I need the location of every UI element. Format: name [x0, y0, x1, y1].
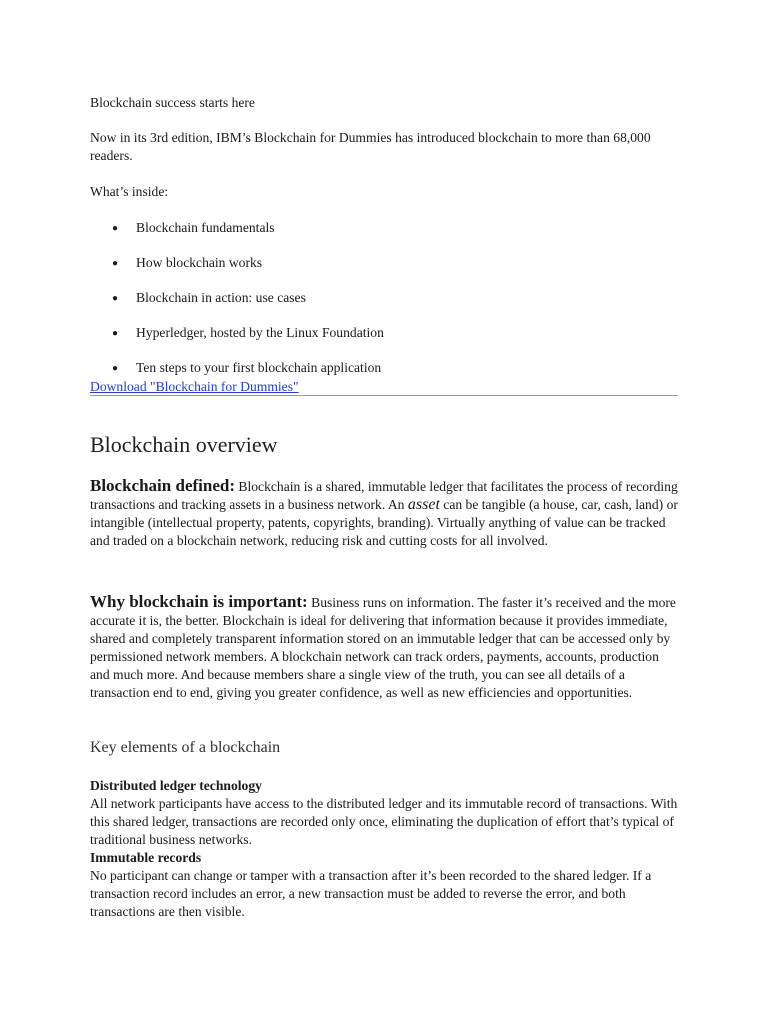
list-item: ● How blockchain works — [112, 254, 262, 273]
dlt-text: All network participants have access to the distributed ledger and its immutable record of transactions. With this shared ledger, transactions are recorded only once, eliminating the duplication of effort that’s typical of traditional business networks. — [90, 796, 678, 847]
intro-line: Blockchain success starts here — [90, 95, 255, 110]
defined-lead: Blockchain defined: — [90, 476, 235, 495]
divider — [90, 395, 678, 396]
blockchain-defined-paragraph: Blockchain defined: Blockchain is a shared, immutable ledger that facilitates the process of recording transactions and tracking assets in a business network. An asset can be tangible (a house, car, cash, land) or intangible (intellectual property, patents, copyrights, branding). Virtually anything of value can be tracked and traded on a blockchain network, reducing risk and cutting costs for all involved. — [90, 476, 678, 548]
whats-inside-label: What’s inside: — [90, 184, 169, 199]
list-item: ● Ten steps to your first blockchain application — [112, 359, 381, 378]
list-item: ● Blockchain fundamentals — [112, 219, 275, 238]
bullet-icon: ● — [112, 293, 119, 304]
bullet-icon: ● — [112, 328, 119, 339]
bullet-icon: ● — [112, 258, 119, 269]
immutable-text: No participant can change or tamper with a transaction after it’s been recorded to the shared ledger. If a transaction record includes an error, a new transaction must be added to reverse the error, and both transactions are then visible. — [90, 868, 652, 919]
dlt-heading: Distributed ledger technology — [90, 778, 262, 793]
list-item: ● Blockchain in action: use cases — [112, 289, 306, 308]
why-important-paragraph: Why blockchain is important: Business runs on information. The faster it’s received and the more accurate it is, the better. Blockchain is ideal for delivering that information because it provides immediate, shared and completely transparent information stored on an immutable ledger that can be accessed only by permissioned network members. A blockchain network can track orders, payments, accounts, production and much more. And because members share a single view of the truth, you can see all details of a transaction end to end, giving you greater confidence, as well as new efficiencies and opportunities. — [90, 592, 676, 700]
asset-word: asset — [407, 496, 440, 513]
key-elements-heading: Key elements of a blockchain — [90, 739, 281, 756]
download-link[interactable]: Download "Blockchain for Dummies" — [90, 379, 299, 394]
list-item: ● Hyperledger, hosted by the Linux Foundation — [112, 324, 384, 343]
edition-description: Now in its 3rd edition, IBM’s Blockchain for Dummies has introduced blockchain to more than 68,000 readers. — [90, 130, 651, 163]
bullet-icon: ● — [112, 363, 119, 374]
overview-heading: Blockchain overview — [90, 432, 278, 457]
immutable-heading: Immutable records — [90, 850, 202, 865]
bullet-icon: ● — [112, 223, 119, 234]
important-lead: Why blockchain is important: — [90, 592, 308, 611]
